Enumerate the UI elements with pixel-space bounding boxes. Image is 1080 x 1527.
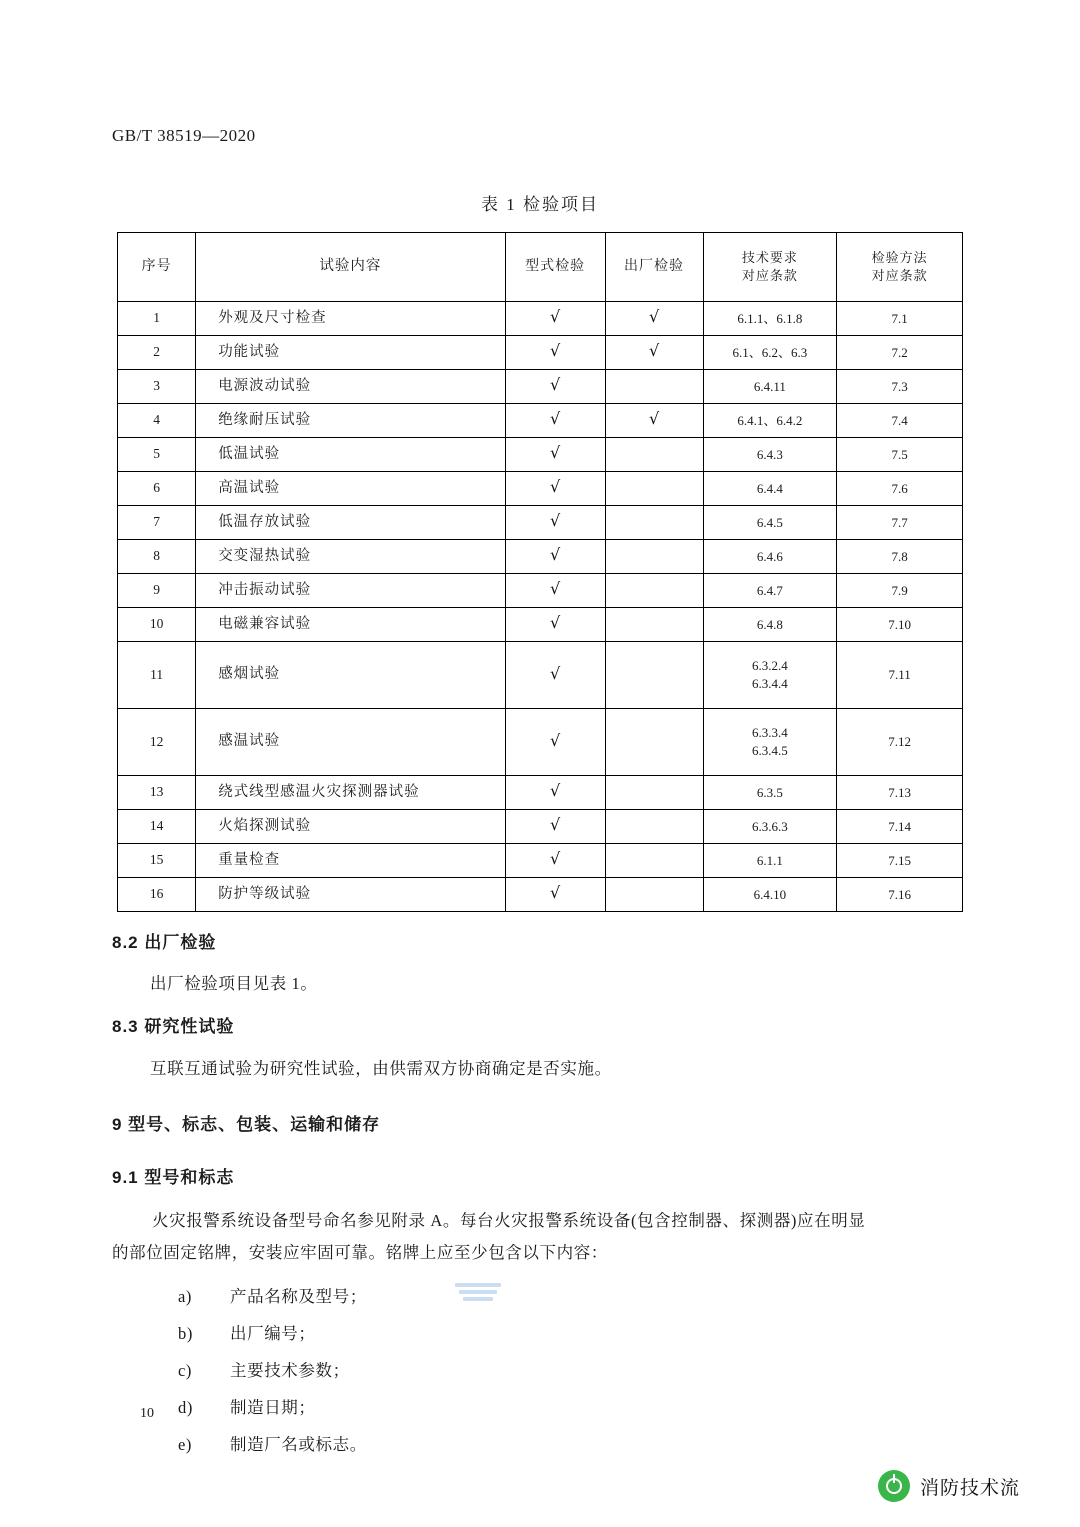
table-row	[118, 540, 963, 574]
check-icon: √	[550, 545, 561, 565]
cell-type-test-mark	[505, 709, 605, 776]
cell-test-content: 防护等级试验	[196, 878, 505, 912]
check-icon: √	[550, 409, 561, 429]
section-8-3-heading: 8.3 研究性试验	[112, 1017, 235, 1036]
cell-method-clause: 7.14	[837, 810, 963, 844]
cell-factory-test-mark	[605, 540, 703, 574]
cell-test-content: 低温试验	[196, 438, 505, 472]
cell-requirement-clause: 6.4.11	[703, 370, 837, 404]
cell-type-test-mark	[505, 404, 605, 438]
table-row	[118, 642, 963, 709]
cell-factory-test-mark	[605, 608, 703, 642]
table-row	[118, 370, 963, 404]
cell-test-content: 绕式线型感温火灾探测器试验	[196, 776, 505, 810]
page-number: 10	[140, 1406, 154, 1421]
table-row	[118, 472, 963, 506]
cell-requirement-line1: 6.3.3.4	[752, 725, 788, 741]
cell-requirement-clause: 6.4.10	[703, 878, 837, 912]
check-icon: √	[550, 730, 561, 750]
cell-no: 5	[118, 438, 196, 472]
check-icon: √	[550, 341, 561, 361]
cell-type-test-mark	[505, 370, 605, 404]
table-row	[118, 844, 963, 878]
cell-no: 13	[118, 776, 196, 810]
cell-factory-test-mark	[605, 302, 703, 336]
cell-type-test-mark	[505, 472, 605, 506]
cell-requirement-clause: 6.3.5	[703, 776, 837, 810]
cell-type-test-mark	[505, 540, 605, 574]
cell-no: 9	[118, 574, 196, 608]
th-method-line2: 对应条款	[871, 268, 928, 283]
check-icon: √	[550, 443, 561, 463]
check-icon: √	[648, 307, 660, 327]
check-icon: √	[550, 883, 561, 903]
cell-no: 3	[118, 370, 196, 404]
cell-requirement-line2: 6.3.4.4	[752, 676, 788, 691]
table-title: 表 1 检验项目	[481, 195, 599, 214]
th-method-line1: 检验方法	[871, 250, 928, 266]
list-item-text: 制造厂名或标志。	[230, 1435, 367, 1454]
cell-no: 12	[118, 709, 196, 776]
cell-requirement-clause: 6.3.6.3	[703, 810, 837, 844]
cell-requirement-clause: 6.1.1	[703, 844, 837, 878]
check-icon: √	[550, 663, 561, 683]
section-9-1-paragraph-line2: 的部位固定铭牌，安装应牢固可靠。铭牌上应至少包含以下内容：	[112, 1243, 608, 1262]
cell-factory-test-mark	[605, 438, 703, 472]
cell-method-clause: 7.7	[837, 506, 963, 540]
check-icon: √	[550, 849, 561, 869]
cell-factory-test-mark	[605, 878, 703, 912]
cell-type-test-mark	[505, 878, 605, 912]
cell-test-content: 功能试验	[196, 336, 505, 370]
cell-method-clause: 7.3	[837, 370, 963, 404]
table-row	[118, 709, 963, 776]
th-requirement-clause	[703, 233, 837, 302]
section-8-2-heading: 8.2 出厂检验	[112, 933, 217, 952]
cell-method-clause: 7.5	[837, 438, 963, 472]
list-item	[178, 1394, 316, 1418]
table-row	[118, 878, 963, 912]
cell-no: 1	[118, 302, 196, 336]
table-header-row	[118, 233, 963, 302]
cell-no: 10	[118, 608, 196, 642]
cell-type-test-mark	[505, 608, 605, 642]
list-item-text: 产品名称及型号；	[230, 1287, 367, 1306]
cell-requirement-clause: 6.1、6.2、6.3	[703, 336, 837, 370]
th-requirement-line1: 技术要求	[741, 250, 798, 266]
cell-no: 16	[118, 878, 196, 912]
cell-method-clause: 7.10	[837, 608, 963, 642]
list-item-marker: e)	[178, 1435, 193, 1454]
cell-requirement-clause	[703, 642, 837, 709]
list-item-marker: c)	[178, 1361, 193, 1380]
cell-factory-test-mark	[605, 472, 703, 506]
cell-method-clause: 7.11	[837, 642, 963, 709]
table-body	[118, 302, 963, 912]
cell-requirement-clause: 6.4.3	[703, 438, 837, 472]
list-item-text: 制造日期；	[230, 1398, 316, 1417]
cell-test-content: 感烟试验	[196, 642, 505, 709]
list-item-marker: d)	[178, 1398, 193, 1417]
cell-requirement-clause: 6.4.4	[703, 472, 837, 506]
table-header	[118, 233, 963, 302]
check-icon: √	[550, 781, 561, 801]
cell-no: 15	[118, 844, 196, 878]
cell-factory-test-mark	[605, 370, 703, 404]
section-9-1-heading: 9.1 型号和标志	[112, 1168, 235, 1187]
th-no: 序号	[118, 233, 196, 302]
cell-method-clause: 7.9	[837, 574, 963, 608]
table-row	[118, 574, 963, 608]
list-item	[178, 1283, 367, 1307]
cell-factory-test-mark	[605, 709, 703, 776]
cell-factory-test-mark	[605, 336, 703, 370]
cell-test-content: 电磁兼容试验	[196, 608, 505, 642]
table-row	[118, 302, 963, 336]
list-item-marker: b)	[178, 1324, 193, 1343]
cell-method-clause: 7.4	[837, 404, 963, 438]
cell-factory-test-mark	[605, 844, 703, 878]
section-9-heading: 9 型号、标志、包装、运输和储存	[112, 1115, 381, 1134]
cell-test-content: 电源波动试验	[196, 370, 505, 404]
list-item	[178, 1320, 316, 1344]
table-row	[118, 336, 963, 370]
list-item	[178, 1431, 367, 1455]
cell-requirement-clause: 6.4.7	[703, 574, 837, 608]
list-item-text: 出厂编号；	[230, 1324, 316, 1343]
table-row	[118, 438, 963, 472]
th-requirement-line2: 对应条款	[741, 268, 798, 283]
cell-type-test-mark	[505, 302, 605, 336]
cell-factory-test-mark	[605, 642, 703, 709]
cell-no: 4	[118, 404, 196, 438]
check-icon: √	[550, 375, 561, 395]
section-8-2-paragraph: 出厂检验项目见表 1。	[150, 974, 318, 993]
cell-factory-test-mark	[605, 574, 703, 608]
cell-no: 8	[118, 540, 196, 574]
cell-test-content: 感温试验	[196, 709, 505, 776]
cell-type-test-mark	[505, 642, 605, 709]
cell-requirement-clause: 6.1.1、6.1.8	[703, 302, 837, 336]
cell-type-test-mark	[505, 506, 605, 540]
cell-requirement-clause	[703, 709, 837, 776]
megaphone-icon	[878, 1470, 910, 1502]
inspection-items-table	[117, 232, 963, 912]
cell-requirement-clause: 6.4.1、6.4.2	[703, 404, 837, 438]
cell-test-content: 高温试验	[196, 472, 505, 506]
cell-requirement-line1: 6.3.2.4	[752, 658, 788, 674]
cell-type-test-mark	[505, 810, 605, 844]
table-row	[118, 506, 963, 540]
check-icon: √	[550, 511, 561, 531]
section-8-3-paragraph: 互联互通试验为研究性试验，由供需双方协商确定是否实施。	[150, 1059, 612, 1078]
table-row	[118, 810, 963, 844]
cell-method-clause: 7.1	[837, 302, 963, 336]
th-factory-test: 出厂检验	[605, 233, 703, 302]
cell-method-clause: 7.16	[837, 878, 963, 912]
list-item-marker: a)	[178, 1287, 193, 1306]
cell-test-content: 交变湿热试验	[196, 540, 505, 574]
cell-factory-test-mark	[605, 776, 703, 810]
cell-method-clause: 7.13	[837, 776, 963, 810]
standard-code-header: GB/T 38519—2020	[112, 126, 256, 145]
cell-factory-test-mark	[605, 506, 703, 540]
th-method-clause	[837, 233, 963, 302]
section-9-1-paragraph-line1: 火灾报警系统设备型号命名参见附录 A。每台火灾报警系统设备(包含控制器、探测器)应在明显	[152, 1211, 866, 1230]
cell-method-clause: 7.15	[837, 844, 963, 878]
cell-factory-test-mark	[605, 404, 703, 438]
check-icon: √	[550, 815, 561, 835]
cell-method-clause: 7.2	[837, 336, 963, 370]
table-row	[118, 776, 963, 810]
cell-requirement-clause: 6.4.8	[703, 608, 837, 642]
check-icon: √	[550, 579, 561, 599]
cell-requirement-clause: 6.4.6	[703, 540, 837, 574]
cell-requirement-line2: 6.3.4.5	[752, 743, 788, 758]
cell-no: 11	[118, 642, 196, 709]
check-icon: √	[550, 477, 561, 497]
cell-no: 7	[118, 506, 196, 540]
cell-no: 2	[118, 336, 196, 370]
cell-no: 14	[118, 810, 196, 844]
cell-type-test-mark	[505, 776, 605, 810]
cell-test-content: 外观及尺寸检查	[196, 302, 505, 336]
cell-type-test-mark	[505, 844, 605, 878]
cell-factory-test-mark	[605, 810, 703, 844]
table-row	[118, 608, 963, 642]
cell-test-content: 冲击振动试验	[196, 574, 505, 608]
cell-type-test-mark	[505, 574, 605, 608]
check-icon: √	[648, 341, 660, 361]
cell-test-content: 绝缘耐压试验	[196, 404, 505, 438]
cell-type-test-mark	[505, 336, 605, 370]
footer-brand	[878, 1470, 1020, 1502]
cell-requirement-clause: 6.4.5	[703, 506, 837, 540]
th-type-test: 型式检验	[505, 233, 605, 302]
cell-type-test-mark	[505, 438, 605, 472]
check-icon: √	[550, 307, 561, 327]
cell-no: 6	[118, 472, 196, 506]
watermark-decoration	[455, 1283, 501, 1303]
th-content: 试验内容	[196, 233, 505, 302]
list-item-text: 主要技术参数；	[230, 1361, 350, 1380]
cell-method-clause: 7.12	[837, 709, 963, 776]
cell-test-content: 重量检查	[196, 844, 505, 878]
table-row	[118, 404, 963, 438]
cell-test-content: 火焰探测试验	[196, 810, 505, 844]
cell-test-content: 低温存放试验	[196, 506, 505, 540]
check-icon: √	[648, 409, 660, 429]
cell-method-clause: 7.8	[837, 540, 963, 574]
list-item	[178, 1357, 350, 1381]
cell-method-clause: 7.6	[837, 472, 963, 506]
brand-name-label: 消防技术流	[919, 1477, 1020, 1499]
check-icon: √	[550, 613, 561, 633]
